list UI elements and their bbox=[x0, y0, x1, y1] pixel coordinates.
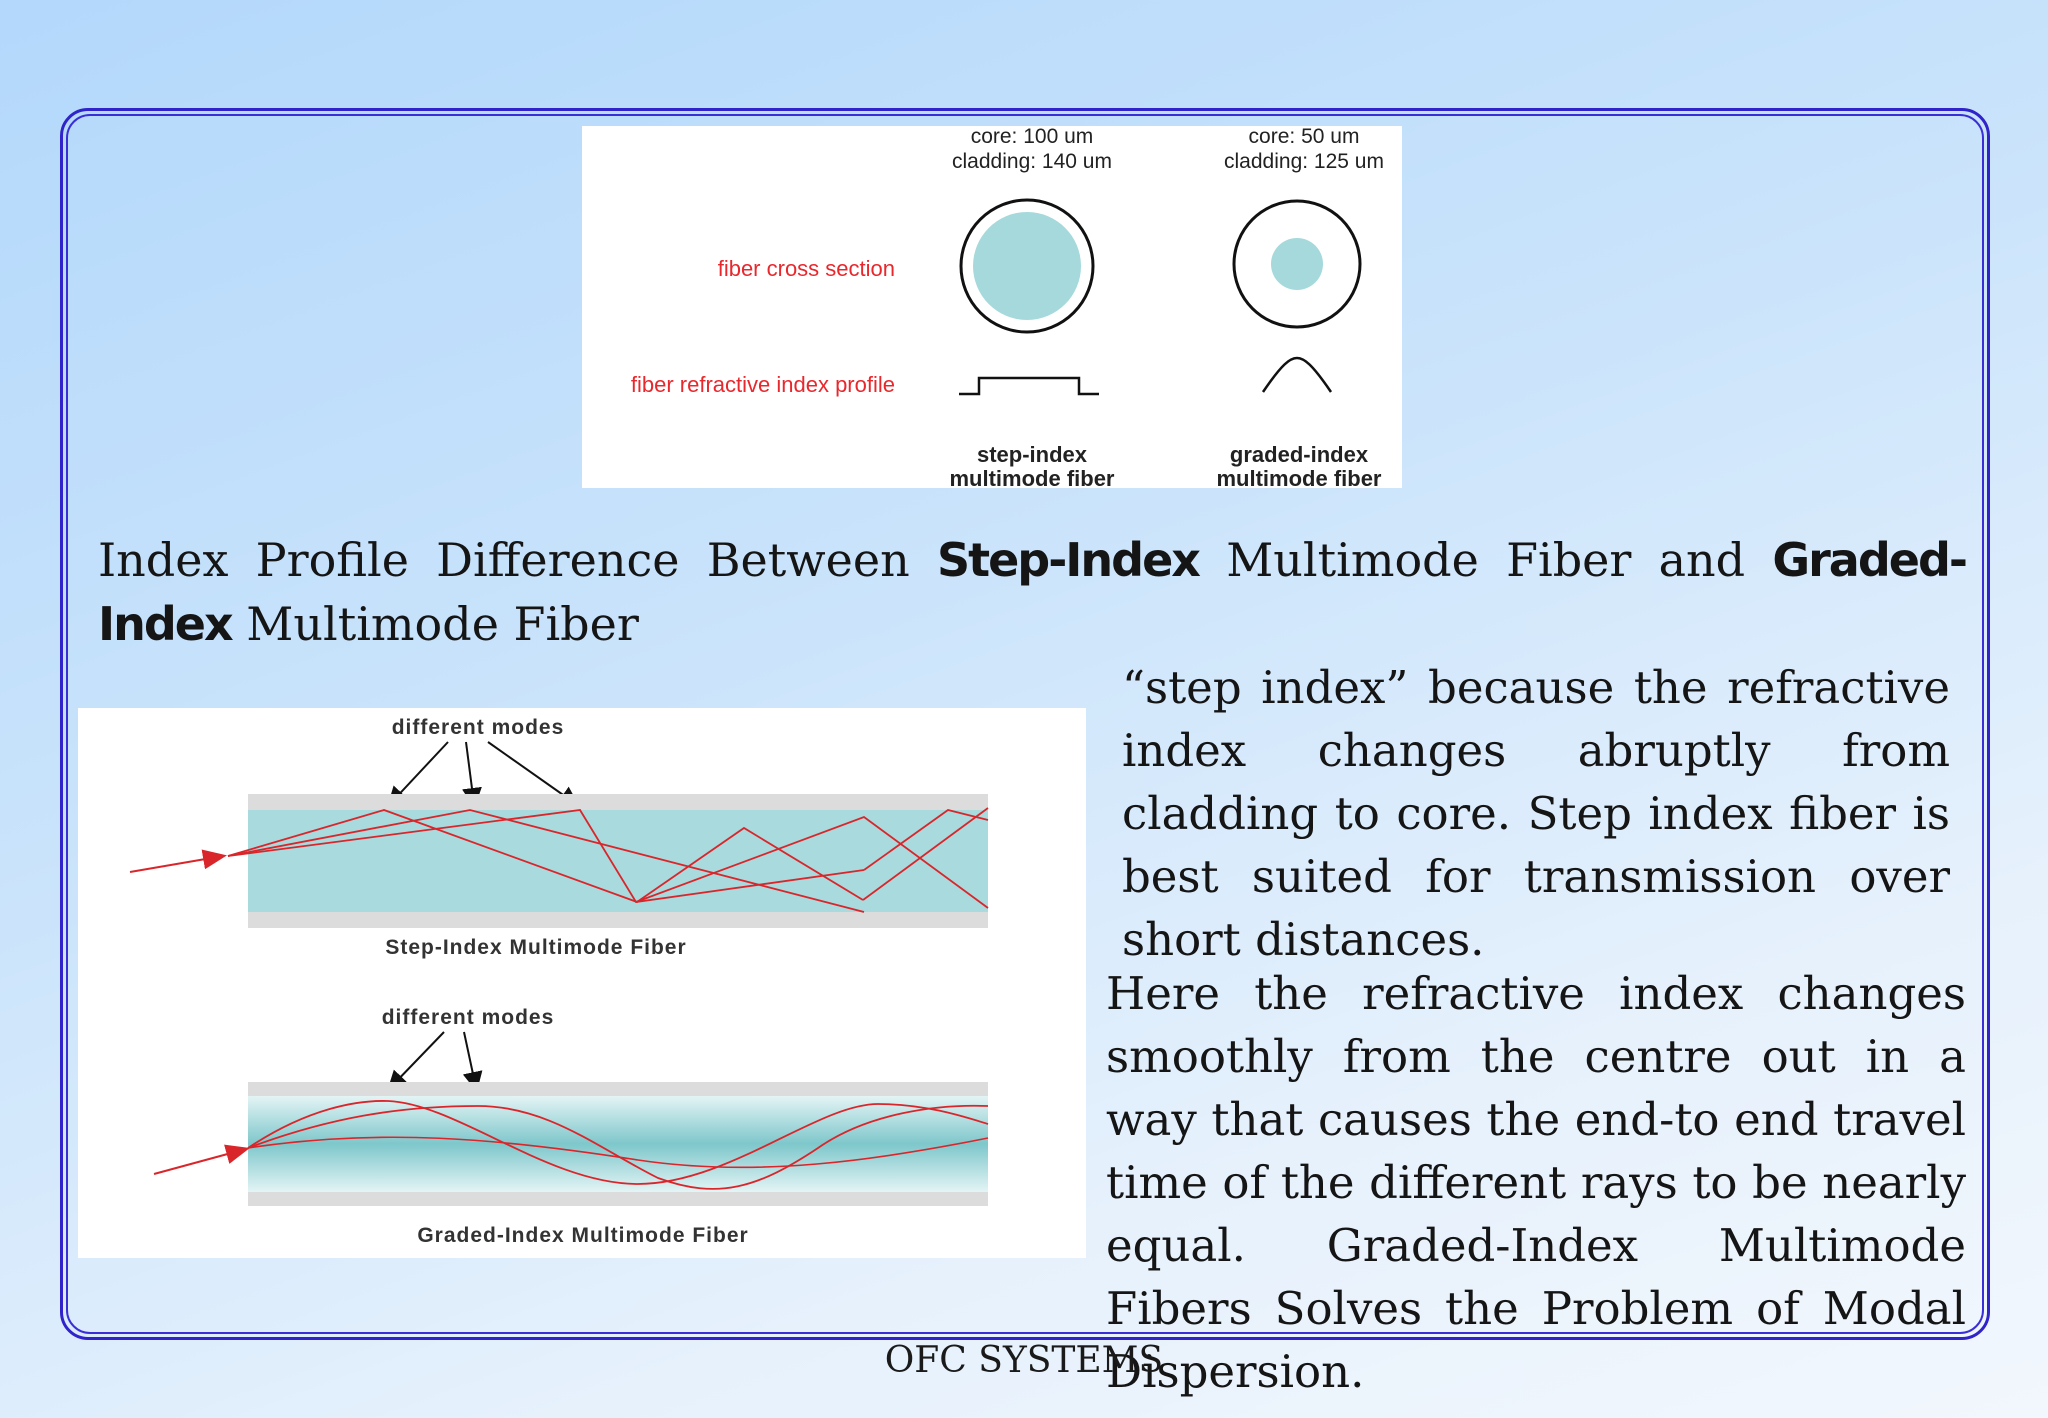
step-input-ray bbox=[130, 856, 223, 872]
graded-index-profile-curve bbox=[1263, 358, 1331, 392]
step-fiber-name-line2: multimode fiber bbox=[949, 466, 1115, 488]
fiber-cross-section-diagram bbox=[582, 126, 1402, 488]
graded-core bbox=[248, 1096, 988, 1192]
graded-core-label: core: 50 um bbox=[1248, 126, 1360, 148]
caption-bold-step-index: Step-Index bbox=[936, 533, 1199, 587]
graded-fiber-name-line2: multimode fiber bbox=[1216, 466, 1382, 488]
caption-text-1: Index Profile Difference Between bbox=[98, 533, 937, 587]
caption-bold-graded-index: Graded-Index bbox=[98, 533, 1966, 651]
graded-mode-arrow-2 bbox=[464, 1032, 476, 1088]
graded-fiber-title: Graded-Index Multimode Fiber bbox=[417, 1224, 749, 1247]
index-profile-row-label: fiber refractive index profile bbox=[630, 372, 895, 397]
graded-index-paragraph: Here the refractive index changes smoothly from the centre out in a way that causes the end-to end travel time of the different rays to be nearly equal. Graded-Index Multimode Fibers Solves the Problem of Modal Dispersion. bbox=[1106, 967, 1966, 1398]
graded-fiber-name-line1: graded-index bbox=[1229, 442, 1369, 467]
step-modes-label: different modes bbox=[391, 716, 565, 739]
mode-propagation-diagram bbox=[78, 708, 1086, 1258]
cross-section-row-label: fiber cross section bbox=[717, 256, 895, 281]
caption-text-2: Multimode Fiber and bbox=[1198, 533, 1773, 587]
slide-footer: OFC SYSTEMS bbox=[884, 1340, 1164, 1381]
step-core-label: core: 100 um bbox=[970, 126, 1094, 148]
step-fiber-title: Step-Index Multimode Fiber bbox=[385, 936, 687, 959]
graded-modes-label: different modes bbox=[381, 1006, 555, 1029]
step-cladding-label: cladding: 140 um bbox=[952, 150, 1112, 173]
diagram-caption bbox=[98, 528, 1966, 656]
step-index-profile-curve bbox=[959, 378, 1099, 394]
step-index-paragraph: “step index” because the refractive index changes abruptly from cladding to core. Step index fiber is best suited for transmission over short distances. bbox=[1122, 661, 1950, 966]
step-core-circle bbox=[973, 212, 1081, 320]
graded-input-ray bbox=[154, 1149, 246, 1174]
graded-core-circle bbox=[1271, 238, 1323, 290]
caption-text-3: Multimode Fiber bbox=[231, 597, 639, 651]
step-fiber-name-line1: step-index bbox=[976, 442, 1088, 467]
graded-cladding-label: cladding: 125 um bbox=[1224, 150, 1384, 173]
graded-mode-arrow-1 bbox=[390, 1032, 444, 1088]
